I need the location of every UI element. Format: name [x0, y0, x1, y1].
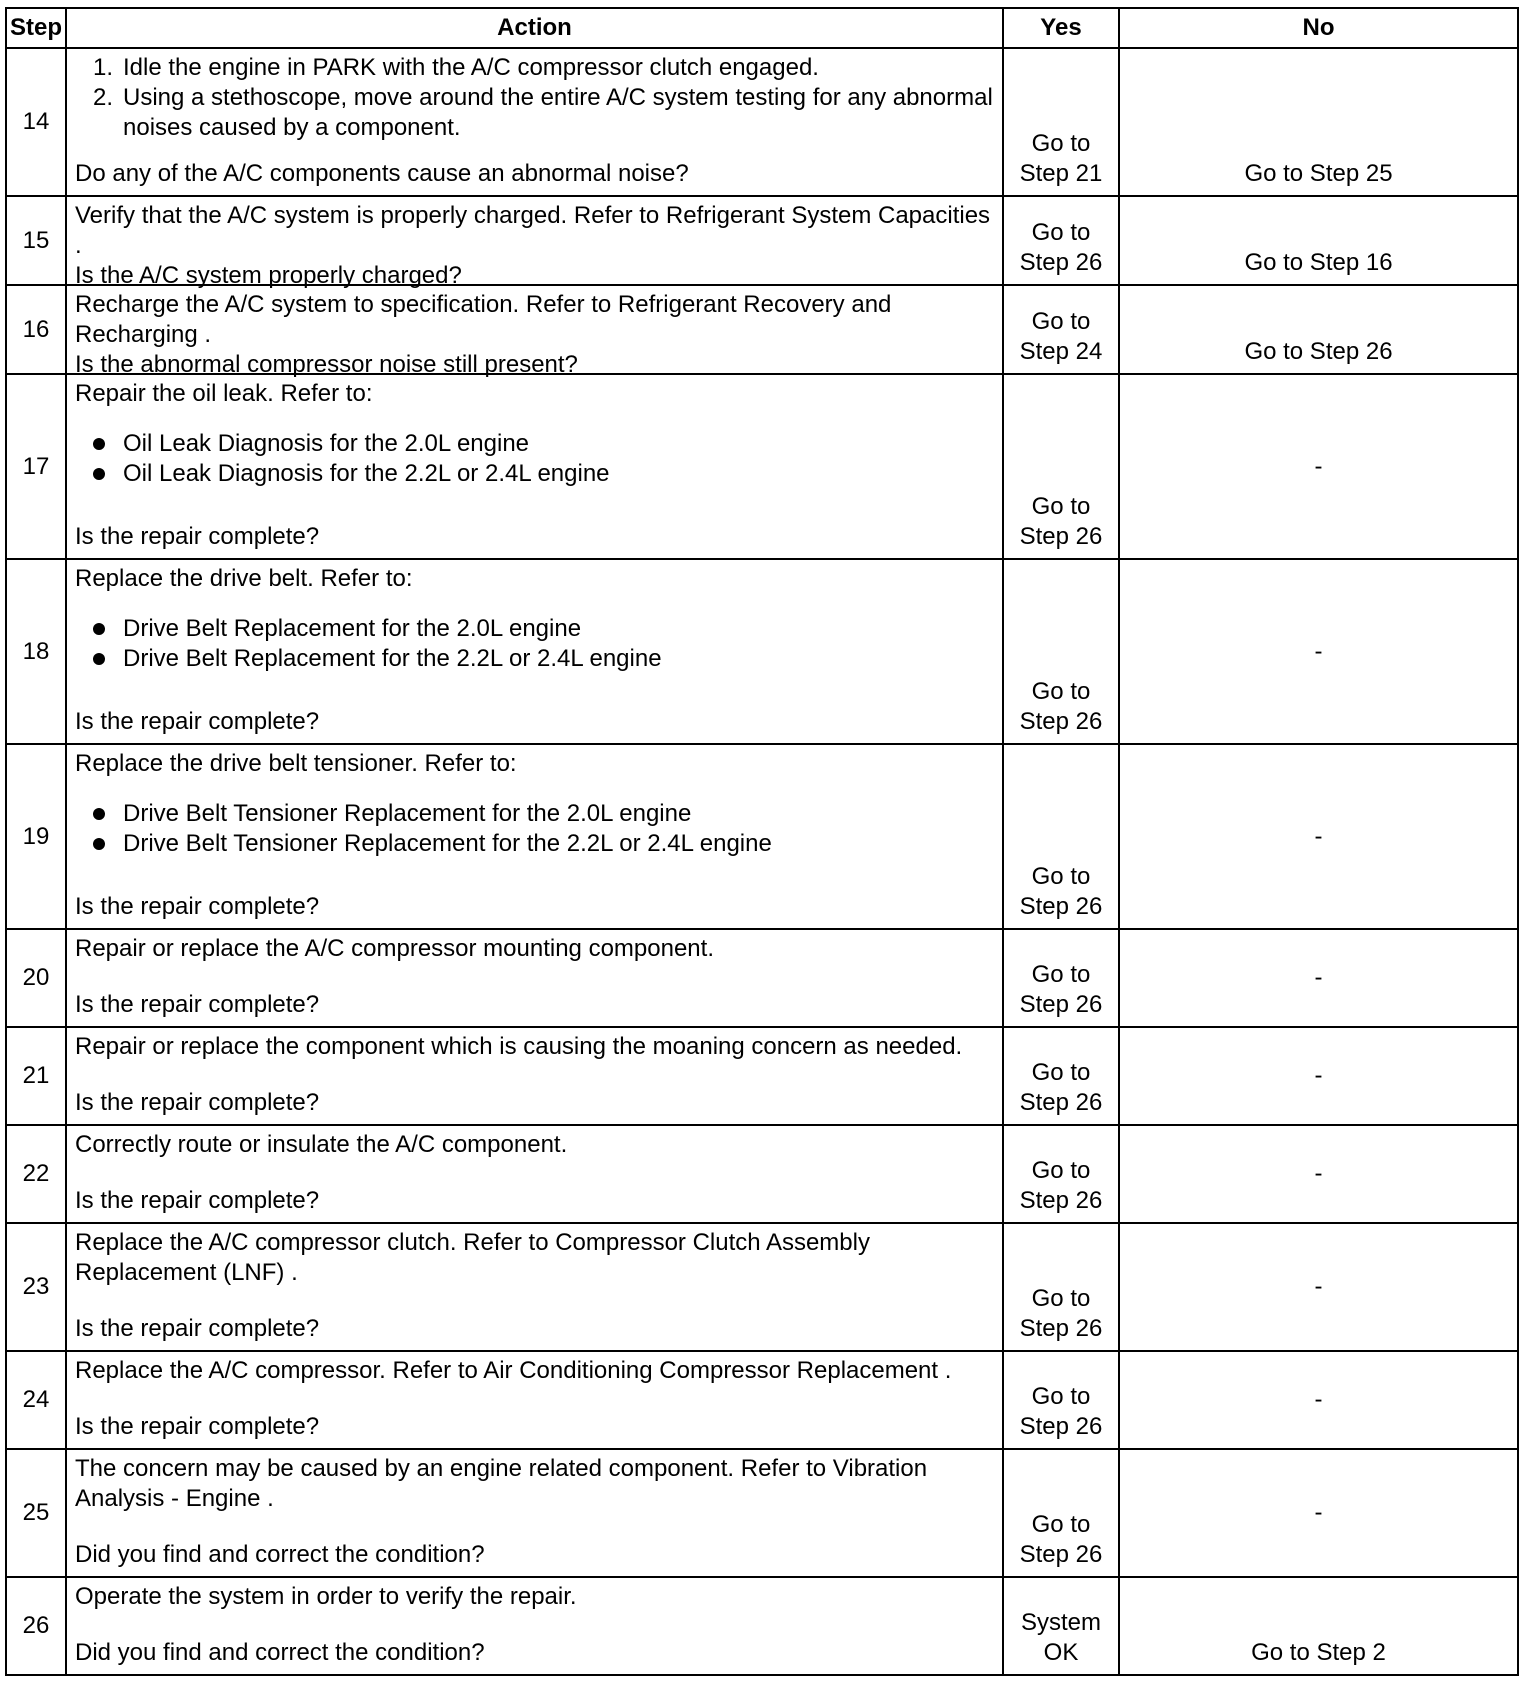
table-row — [6, 559, 1518, 744]
action-cell — [66, 48, 1003, 196]
step-number: 26 — [6, 1577, 66, 1675]
table-row — [6, 374, 1518, 559]
action-question: Is the A/C system properly charged? — [75, 262, 462, 289]
action-cell — [66, 374, 1003, 559]
step-number: 20 — [6, 929, 66, 1027]
header-no: No — [1119, 8, 1518, 48]
no-cell: Go to Step 16 — [1119, 196, 1518, 285]
yes-cell — [1003, 929, 1119, 1027]
action-cell — [66, 196, 1003, 289]
action-cell — [66, 744, 1003, 929]
bullet-text: Oil Leak Diagnosis for the 2.0L engine — [123, 430, 530, 457]
yes-line-2: Step 26 — [1019, 249, 1103, 276]
action-question: Do any of the A/C components cause an abnormal noise? — [75, 160, 689, 187]
yes-cell — [1003, 744, 1119, 929]
action-question: Is the repair complete? — [75, 708, 320, 735]
action-question: Is the repair complete? — [75, 1315, 320, 1342]
action-cell — [66, 929, 1003, 1027]
table-row — [6, 1223, 1518, 1351]
action-cell — [66, 1125, 1003, 1223]
yes-line-1: Go to — [1031, 863, 1091, 890]
bullet-icon — [93, 808, 105, 820]
action-intro: Repair or replace the component which is causing the moaning concern as needed. — [75, 1033, 963, 1060]
yes-line-2: Step 21 — [1019, 160, 1103, 187]
no-cell: - — [1119, 1125, 1518, 1223]
action-intro: Repair the oil leak. Refer to: — [75, 380, 373, 407]
yes-cell — [1003, 285, 1119, 374]
action-intro: Correctly route or insulate the A/C component. — [75, 1131, 568, 1158]
yes-line-2: Step 26 — [1019, 708, 1103, 735]
action-question: Is the repair complete? — [75, 893, 320, 920]
table-row — [6, 1351, 1518, 1449]
bullet-text: Oil Leak Diagnosis for the 2.2L or 2.4L engine — [123, 460, 610, 487]
no-cell: Go to Step 2 — [1119, 1577, 1518, 1675]
table-row — [6, 1449, 1518, 1577]
bullet-text: Drive Belt Tensioner Replacement for the 2.0L engine — [123, 800, 692, 827]
numbered-list — [75, 53, 994, 143]
step-number: 21 — [6, 1027, 66, 1125]
yes-cell — [1003, 1125, 1119, 1223]
yes-cell — [1003, 559, 1119, 744]
bullet-icon — [93, 468, 105, 480]
yes-line-1: Go to — [1031, 493, 1091, 520]
header-step: Step — [6, 8, 66, 48]
yes-cell — [1003, 196, 1119, 285]
bullet-text: Drive Belt Replacement for the 2.0L engine — [123, 615, 582, 642]
bullet-text: Drive Belt Tensioner Replacement for the 2.2L or 2.4L engine — [123, 830, 772, 857]
no-cell: - — [1119, 1027, 1518, 1125]
yes-line-1: Go to — [1031, 1157, 1091, 1184]
header-row — [6, 8, 1518, 48]
bullet-text: Drive Belt Replacement for the 2.2L or 2.4L engine — [123, 645, 662, 672]
bullet-item — [93, 429, 994, 459]
yes-line-1: Go to — [1031, 678, 1091, 705]
action-cell — [66, 1223, 1003, 1351]
action-question: Is the repair complete? — [75, 1187, 320, 1214]
bullet-icon — [93, 438, 105, 450]
no-cell: Go to Step 25 — [1119, 48, 1518, 196]
yes-line-2: Step 26 — [1019, 523, 1103, 550]
list-item: 2. Using a stethoscope, move around the entire A/C system testing for any abnormal noises caused by a component. — [93, 84, 993, 141]
action-question: Did you find and correct the condition? — [75, 1639, 485, 1666]
bullet-icon — [93, 623, 105, 635]
diagnostic-table — [5, 7, 1519, 1676]
action-intro: Replace the drive belt tensioner. Refer to: — [75, 750, 517, 777]
table-row — [6, 744, 1518, 929]
no-cell: Go to Step 26 — [1119, 285, 1518, 374]
yes-line-1: Go to — [1031, 1285, 1091, 1312]
action-cell — [66, 285, 1003, 378]
action-intro: Recharge the A/C system to specification. Refer to Refrigerant Recovery and Recharging . — [75, 291, 892, 348]
action-question: Is the repair complete? — [75, 1089, 320, 1116]
bullet-icon — [93, 653, 105, 665]
bullet-item — [93, 799, 994, 829]
action-question: Is the repair complete? — [75, 523, 320, 550]
table-row — [6, 1027, 1518, 1125]
list-item-text: Using a stethoscope, move around the entire A/C system testing for any abnormal noises caused by a component. — [123, 84, 993, 141]
yes-cell — [1003, 1351, 1119, 1449]
action-intro: The concern may be caused by an engine related component. Refer to Vibration Analysis - Engine . — [75, 1455, 928, 1512]
list-item: 1. Idle the engine in PARK with the A/C compressor clutch engaged. — [93, 54, 819, 81]
yes-line-1: Go to — [1031, 308, 1091, 335]
action-intro: Replace the A/C compressor clutch. Refer to Compressor Clutch Assembly Replacement (LNF) . — [75, 1229, 870, 1286]
table-row — [6, 1577, 1518, 1675]
yes-cell — [1003, 374, 1119, 559]
bullet-item — [93, 829, 994, 859]
step-number: 25 — [6, 1449, 66, 1577]
step-number: 14 — [6, 48, 66, 196]
bullet-list — [75, 614, 994, 674]
yes-line-1: Go to — [1031, 1059, 1091, 1086]
action-cell — [66, 559, 1003, 744]
step-number: 23 — [6, 1223, 66, 1351]
table-row — [6, 196, 1518, 285]
bullet-item — [93, 459, 994, 489]
bullet-item — [93, 644, 994, 674]
yes-line-1: Go to — [1031, 1383, 1091, 1410]
yes-cell — [1003, 48, 1119, 196]
yes-line-1: Go to — [1031, 961, 1091, 988]
bullet-list — [75, 799, 994, 859]
step-number: 22 — [6, 1125, 66, 1223]
yes-line-2: Step 26 — [1019, 1541, 1103, 1568]
yes-line-2: Step 26 — [1019, 1413, 1103, 1440]
action-question: Did you find and correct the condition? — [75, 1541, 485, 1568]
no-cell: - — [1119, 744, 1518, 929]
action-intro: Operate the system in order to verify the repair. — [75, 1583, 577, 1610]
action-cell — [66, 1351, 1003, 1449]
step-number: 16 — [6, 285, 66, 374]
yes-line-2: Step 26 — [1019, 893, 1103, 920]
action-question: Is the repair complete? — [75, 991, 320, 1018]
table-row — [6, 1125, 1518, 1223]
step-number: 18 — [6, 559, 66, 744]
action-cell — [66, 1577, 1003, 1675]
bullet-item — [93, 614, 994, 644]
action-intro: Replace the A/C compressor. Refer to Air Conditioning Compressor Replacement . — [75, 1357, 952, 1384]
action-intro: Replace the drive belt. Refer to: — [75, 565, 413, 592]
no-cell: - — [1119, 1223, 1518, 1351]
yes-line-2: Step 26 — [1019, 1315, 1103, 1342]
step-number: 24 — [6, 1351, 66, 1449]
yes-line-1: System — [1020, 1609, 1101, 1636]
header-action: Action — [66, 8, 1003, 48]
yes-cell — [1003, 1577, 1119, 1675]
yes-cell — [1003, 1449, 1119, 1577]
yes-line-2: OK — [1043, 1639, 1079, 1666]
header-yes: Yes — [1003, 8, 1119, 48]
step-number: 19 — [6, 744, 66, 929]
step-number: 17 — [6, 374, 66, 559]
no-cell: - — [1119, 1351, 1518, 1449]
yes-line-2: Step 26 — [1019, 991, 1103, 1018]
yes-line-1: Go to — [1031, 130, 1091, 157]
bullet-list — [75, 429, 994, 489]
list-item-text: Idle the engine in PARK with the A/C compressor clutch engaged. — [123, 54, 819, 81]
yes-line-2: Step 26 — [1019, 1089, 1103, 1116]
no-cell: - — [1119, 559, 1518, 744]
table-row — [6, 285, 1518, 374]
yes-line-1: Go to — [1031, 1511, 1091, 1538]
action-question: Is the repair complete? — [75, 1413, 320, 1440]
yes-cell — [1003, 1027, 1119, 1125]
no-cell: - — [1119, 929, 1518, 1027]
yes-cell — [1003, 1223, 1119, 1351]
no-cell: - — [1119, 374, 1518, 559]
action-cell — [66, 1449, 1003, 1577]
action-intro: Verify that the A/C system is properly charged. Refer to Refrigerant System Capacities . — [75, 202, 991, 259]
no-cell: - — [1119, 1449, 1518, 1577]
step-number: 15 — [6, 196, 66, 285]
action-intro: Repair or replace the A/C compressor mounting component. — [75, 935, 714, 962]
bullet-icon — [93, 838, 105, 850]
yes-line-2: Step 26 — [1019, 1187, 1103, 1214]
yes-line-1: Go to — [1031, 219, 1091, 246]
yes-line-2: Step 24 — [1019, 338, 1103, 365]
table-row — [6, 48, 1518, 196]
action-question: Is the abnormal compressor noise still present? — [75, 351, 578, 378]
action-cell — [66, 1027, 1003, 1125]
table-row — [6, 929, 1518, 1027]
